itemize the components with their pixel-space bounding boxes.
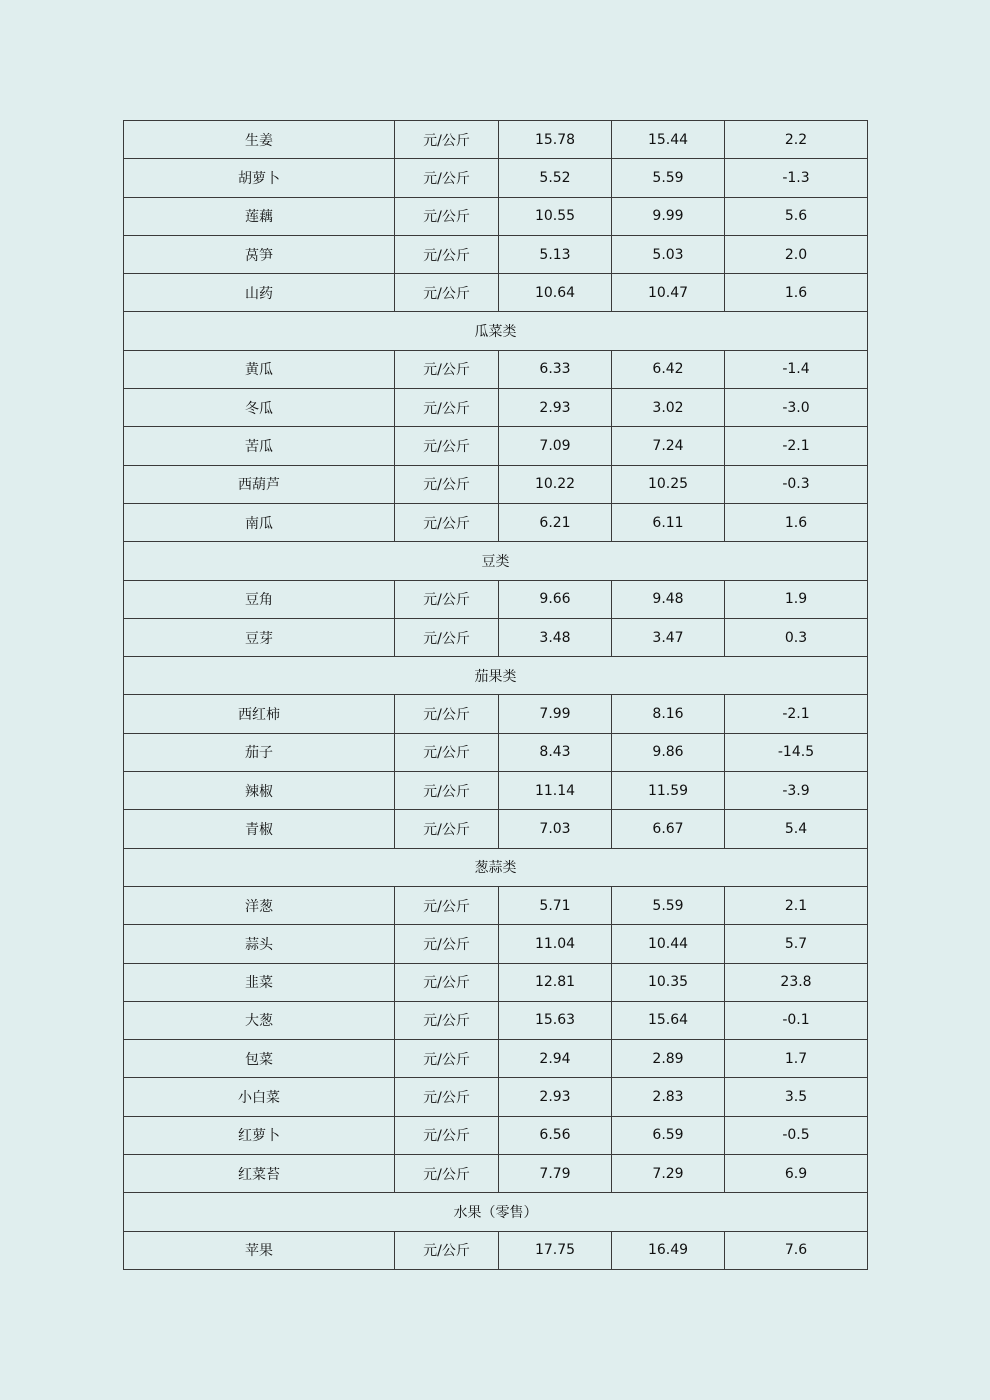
unit-cell: 元/公斤 xyxy=(395,1078,499,1116)
table-row xyxy=(124,1116,868,1154)
table-row xyxy=(124,1040,868,1078)
item-name-cell: 苦瓜 xyxy=(124,427,395,465)
item-name-cell: 茄子 xyxy=(124,733,395,771)
category-row xyxy=(124,312,868,350)
current-price-cell: 7.03 xyxy=(499,810,612,848)
current-price-cell: 9.66 xyxy=(499,580,612,618)
unit-cell: 元/公斤 xyxy=(395,197,499,235)
item-name-cell: 包菜 xyxy=(124,1040,395,1078)
change-percent-cell: 1.7 xyxy=(725,1040,868,1078)
table-row xyxy=(124,1078,868,1116)
table-row xyxy=(124,695,868,733)
current-price-cell: 6.56 xyxy=(499,1116,612,1154)
current-price-cell: 10.64 xyxy=(499,274,612,312)
unit-cell: 元/公斤 xyxy=(395,1116,499,1154)
previous-price-cell: 3.02 xyxy=(612,389,725,427)
current-price-cell: 5.13 xyxy=(499,235,612,273)
item-name-cell: 青椒 xyxy=(124,810,395,848)
table-row xyxy=(124,1231,868,1269)
table-row xyxy=(124,121,868,159)
change-percent-cell: 2.0 xyxy=(725,235,868,273)
previous-price-cell: 6.11 xyxy=(612,503,725,541)
unit-cell: 元/公斤 xyxy=(395,121,499,159)
previous-price-cell: 10.25 xyxy=(612,465,725,503)
current-price-cell: 10.55 xyxy=(499,197,612,235)
table-row xyxy=(124,427,868,465)
table-row xyxy=(124,235,868,273)
table-row xyxy=(124,963,868,1001)
table-row xyxy=(124,733,868,771)
previous-price-cell: 5.03 xyxy=(612,235,725,273)
current-price-cell: 3.48 xyxy=(499,618,612,656)
change-percent-cell: -0.1 xyxy=(725,1001,868,1039)
item-name-cell: 黄瓜 xyxy=(124,350,395,388)
item-name-cell: 苹果 xyxy=(124,1231,395,1269)
change-percent-cell: -2.1 xyxy=(725,427,868,465)
category-label: 葱蒜类 xyxy=(124,848,868,886)
unit-cell: 元/公斤 xyxy=(395,963,499,1001)
previous-price-cell: 3.47 xyxy=(612,618,725,656)
unit-cell: 元/公斤 xyxy=(395,772,499,810)
table-row xyxy=(124,465,868,503)
item-name-cell: 蒜头 xyxy=(124,925,395,963)
change-percent-cell: 7.6 xyxy=(725,1231,868,1269)
change-percent-cell: -0.3 xyxy=(725,465,868,503)
current-price-cell: 10.22 xyxy=(499,465,612,503)
category-row xyxy=(124,848,868,886)
item-name-cell: 冬瓜 xyxy=(124,389,395,427)
change-percent-cell: 5.7 xyxy=(725,925,868,963)
item-name-cell: 南瓜 xyxy=(124,503,395,541)
change-percent-cell: 5.4 xyxy=(725,810,868,848)
unit-cell: 元/公斤 xyxy=(395,925,499,963)
current-price-cell: 7.99 xyxy=(499,695,612,733)
current-price-cell: 2.93 xyxy=(499,1078,612,1116)
item-name-cell: 豆芽 xyxy=(124,618,395,656)
unit-cell: 元/公斤 xyxy=(395,235,499,273)
change-percent-cell: -3.9 xyxy=(725,772,868,810)
item-name-cell: 韭菜 xyxy=(124,963,395,1001)
table-row xyxy=(124,389,868,427)
previous-price-cell: 8.16 xyxy=(612,695,725,733)
category-row xyxy=(124,657,868,695)
change-percent-cell: 5.6 xyxy=(725,197,868,235)
previous-price-cell: 10.44 xyxy=(612,925,725,963)
change-percent-cell: 1.6 xyxy=(725,274,868,312)
unit-cell: 元/公斤 xyxy=(395,350,499,388)
table-row xyxy=(124,810,868,848)
previous-price-cell: 6.59 xyxy=(612,1116,725,1154)
table-row xyxy=(124,503,868,541)
item-name-cell: 红萝卜 xyxy=(124,1116,395,1154)
change-percent-cell: -1.4 xyxy=(725,350,868,388)
current-price-cell: 15.63 xyxy=(499,1001,612,1039)
unit-cell: 元/公斤 xyxy=(395,618,499,656)
unit-cell: 元/公斤 xyxy=(395,1155,499,1193)
current-price-cell: 2.93 xyxy=(499,389,612,427)
unit-cell: 元/公斤 xyxy=(395,1001,499,1039)
item-name-cell: 大葱 xyxy=(124,1001,395,1039)
category-label: 瓜菜类 xyxy=(124,312,868,350)
current-price-cell: 8.43 xyxy=(499,733,612,771)
change-percent-cell: 0.3 xyxy=(725,618,868,656)
table-row xyxy=(124,1001,868,1039)
price-table xyxy=(123,120,868,1270)
previous-price-cell: 11.59 xyxy=(612,772,725,810)
item-name-cell: 西葫芦 xyxy=(124,465,395,503)
previous-price-cell: 9.86 xyxy=(612,733,725,771)
current-price-cell: 15.78 xyxy=(499,121,612,159)
item-name-cell: 莴笋 xyxy=(124,235,395,273)
unit-cell: 元/公斤 xyxy=(395,886,499,924)
table-row xyxy=(124,197,868,235)
category-label: 豆类 xyxy=(124,542,868,580)
current-price-cell: 7.79 xyxy=(499,1155,612,1193)
change-percent-cell: 1.6 xyxy=(725,503,868,541)
unit-cell: 元/公斤 xyxy=(395,503,499,541)
previous-price-cell: 7.29 xyxy=(612,1155,725,1193)
current-price-cell: 2.94 xyxy=(499,1040,612,1078)
previous-price-cell: 2.89 xyxy=(612,1040,725,1078)
item-name-cell: 西红柿 xyxy=(124,695,395,733)
table-row xyxy=(124,274,868,312)
unit-cell: 元/公斤 xyxy=(395,159,499,197)
unit-cell: 元/公斤 xyxy=(395,427,499,465)
previous-price-cell: 10.35 xyxy=(612,963,725,1001)
current-price-cell: 5.71 xyxy=(499,886,612,924)
item-name-cell: 小白菜 xyxy=(124,1078,395,1116)
table-row xyxy=(124,350,868,388)
category-row xyxy=(124,1193,868,1231)
current-price-cell: 6.33 xyxy=(499,350,612,388)
current-price-cell: 11.14 xyxy=(499,772,612,810)
change-percent-cell: 23.8 xyxy=(725,963,868,1001)
change-percent-cell: -3.0 xyxy=(725,389,868,427)
previous-price-cell: 16.49 xyxy=(612,1231,725,1269)
previous-price-cell: 9.99 xyxy=(612,197,725,235)
change-percent-cell: -0.5 xyxy=(725,1116,868,1154)
category-label: 茄果类 xyxy=(124,657,868,695)
current-price-cell: 11.04 xyxy=(499,925,612,963)
item-name-cell: 豆角 xyxy=(124,580,395,618)
unit-cell: 元/公斤 xyxy=(395,1040,499,1078)
change-percent-cell: 6.9 xyxy=(725,1155,868,1193)
table-row xyxy=(124,1155,868,1193)
unit-cell: 元/公斤 xyxy=(395,389,499,427)
previous-price-cell: 5.59 xyxy=(612,886,725,924)
unit-cell: 元/公斤 xyxy=(395,465,499,503)
change-percent-cell: 1.9 xyxy=(725,580,868,618)
category-label: 水果（零售） xyxy=(124,1193,868,1231)
change-percent-cell: 2.1 xyxy=(725,886,868,924)
item-name-cell: 洋葱 xyxy=(124,886,395,924)
table-row xyxy=(124,886,868,924)
table-row xyxy=(124,772,868,810)
previous-price-cell: 2.83 xyxy=(612,1078,725,1116)
current-price-cell: 6.21 xyxy=(499,503,612,541)
change-percent-cell: -14.5 xyxy=(725,733,868,771)
previous-price-cell: 7.24 xyxy=(612,427,725,465)
previous-price-cell: 6.67 xyxy=(612,810,725,848)
current-price-cell: 17.75 xyxy=(499,1231,612,1269)
unit-cell: 元/公斤 xyxy=(395,695,499,733)
unit-cell: 元/公斤 xyxy=(395,1231,499,1269)
current-price-cell: 7.09 xyxy=(499,427,612,465)
current-price-cell: 5.52 xyxy=(499,159,612,197)
unit-cell: 元/公斤 xyxy=(395,810,499,848)
unit-cell: 元/公斤 xyxy=(395,274,499,312)
item-name-cell: 莲藕 xyxy=(124,197,395,235)
change-percent-cell: -2.1 xyxy=(725,695,868,733)
change-percent-cell: 3.5 xyxy=(725,1078,868,1116)
item-name-cell: 山药 xyxy=(124,274,395,312)
item-name-cell: 生姜 xyxy=(124,121,395,159)
price-table-body xyxy=(124,121,868,1270)
item-name-cell: 辣椒 xyxy=(124,772,395,810)
current-price-cell: 12.81 xyxy=(499,963,612,1001)
previous-price-cell: 15.44 xyxy=(612,121,725,159)
previous-price-cell: 10.47 xyxy=(612,274,725,312)
unit-cell: 元/公斤 xyxy=(395,733,499,771)
previous-price-cell: 5.59 xyxy=(612,159,725,197)
previous-price-cell: 6.42 xyxy=(612,350,725,388)
unit-cell: 元/公斤 xyxy=(395,580,499,618)
previous-price-cell: 9.48 xyxy=(612,580,725,618)
change-percent-cell: 2.2 xyxy=(725,121,868,159)
table-row xyxy=(124,925,868,963)
item-name-cell: 胡萝卜 xyxy=(124,159,395,197)
table-row xyxy=(124,159,868,197)
previous-price-cell: 15.64 xyxy=(612,1001,725,1039)
item-name-cell: 红菜苔 xyxy=(124,1155,395,1193)
table-row xyxy=(124,580,868,618)
change-percent-cell: -1.3 xyxy=(725,159,868,197)
table-row xyxy=(124,618,868,656)
category-row xyxy=(124,542,868,580)
